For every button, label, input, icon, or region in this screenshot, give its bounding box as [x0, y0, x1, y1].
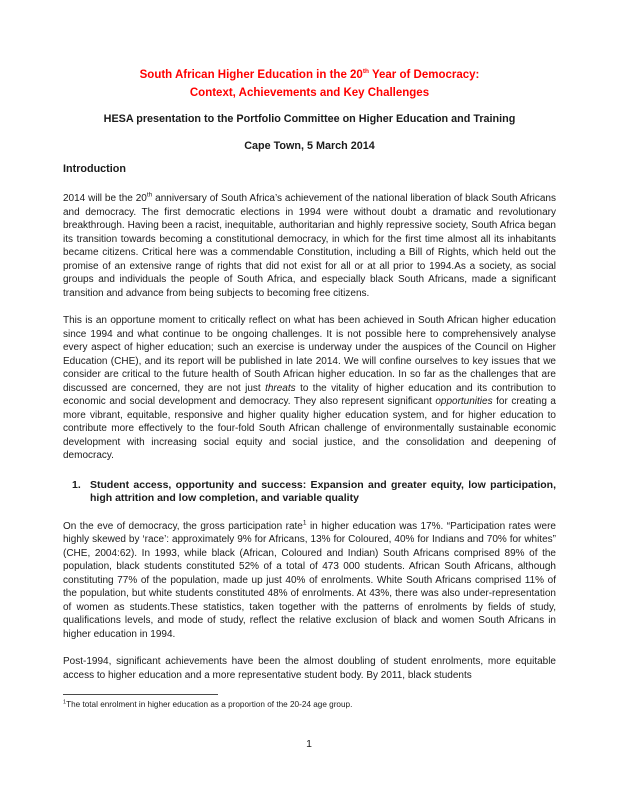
paragraph-1-text: 2014 will be the 20: [63, 193, 147, 204]
footnote-number-superscript: 1: [63, 699, 67, 706]
paragraph-2-italic-threats: threats: [265, 382, 296, 394]
title-line-1: [63, 66, 556, 84]
paragraph-1-ordinal-superscript: th: [146, 191, 153, 199]
section-1-title: Student access, opportunity and success: Expansion and greater equity, low participation, high attrition and low completion, and variable quality: [90, 478, 556, 504]
paragraph-1-tail: anniversary of South Africa’s achievement of the national liberation of black South Africans and democracy. The first democratic elections in 1994 were without doubt a dramatic and revolutionary breakthrough. Having been a racist, inequitable, authoritarian and highly repressive society, South Africa began its transition towards becoming a constitutional democracy, in which for the first time almost all its inhabitants became citizens. Critical here was a commendable Constitution, including a Bill of Rights, which held out the promise of an extensive range of rights that did not exist for all or at all prior to 1994.As a society, as social groups and individuals the people of South Africa, and especially black South Africans, made a significant transition and advance from being subjects to becoming free citizens.: [63, 193, 556, 299]
footnote-reference-superscript: 1: [302, 519, 307, 527]
paragraph-3: [63, 520, 556, 642]
title-line-1-text: South African Higher Education in the 20: [139, 69, 363, 81]
paragraph-4: Post-1994, significant achievements have been the almost doubling of student enrolments, more equitable access to higher education and a more representative student body. By 2011, black students: [63, 656, 556, 681]
introduction-heading: Introduction: [63, 163, 126, 175]
page-number: 1: [306, 738, 312, 750]
paragraph-3-text: On the eve of democracy, the gross participation rate: [63, 520, 303, 532]
paragraph-2-text-2: to the vitality of higher education and its contribution to economic and social development and democracy. They also represent significant: [63, 382, 556, 407]
paragraph-2-text-3: for creating a more vibrant, equitable, responsive and higher quality higher education system, and for higher education to contribute more effectively to the four-fold South African challenge of environmentally sustainable economic development with increasing social equity and social justice, and the consolidation and deepening of democracy.: [63, 396, 556, 461]
document-subtitle: HESA presentation to the Portfolio Committee on Higher Education and Training: [103, 113, 516, 125]
paragraph-2-italic-opportunities: opportunities: [435, 396, 493, 407]
paragraph-2-text: This is an opportune moment to critically reflect on what has been achieved in South African higher education since 1994 and what continue to be ongoing challenges. It is not possible here to comprehensively analyse every aspect of higher education; such an exercise is underway under the auspices of the Council on Higher Education (CHE), and its report will be published in late 2014. We will confine ourselves to key issues that we consider are critical to the future health of South African higher education. In so far as the challenges that are discussed are concerned, they are not just: [63, 315, 556, 394]
title-line-1-tail: Year of Democracy:: [368, 69, 480, 81]
document-title: [63, 66, 556, 102]
title-ordinal-superscript: th: [362, 68, 369, 76]
footnote-1: [63, 699, 556, 710]
paragraph-3-tail: in higher education was 17%. “Participation rates were highly skewed by ‘race’: approximately 9% for Africans, 13% for Coloured, 40% for Indians and 70% for whites” (CHE, 2004:62). In 1993, while black (African, Coloured and Indian) South Africans comprised 89% of the population, black students constituted 52% of a total of 473 000 students. African South Africans, although constituting 77% of the population, made up just 40% of enrolments. White South Africans comprised 11% of the population, but white students constituted 48% of enrolments. At 43%, there was also under-representation of women as students.These statistics, taken together with the patterns of enrolments by fields of study, qualifications levels, and mode of study, reflect the relative exclusion of black and women South Africans in higher education in 1994.: [63, 520, 556, 640]
footnote-text: The total enrolment in higher education as a proportion of the 20-24 age group.: [66, 700, 353, 709]
paragraph-1: [63, 192, 556, 300]
paragraph-2: [63, 314, 556, 463]
section-1-heading: [63, 479, 556, 506]
section-1-number: 1.: [72, 478, 81, 491]
footnote-separator: [63, 694, 218, 695]
title-line-2: Context, Achievements and Key Challenges: [189, 87, 430, 99]
document-dateline: Cape Town, 5 March 2014: [244, 140, 375, 152]
